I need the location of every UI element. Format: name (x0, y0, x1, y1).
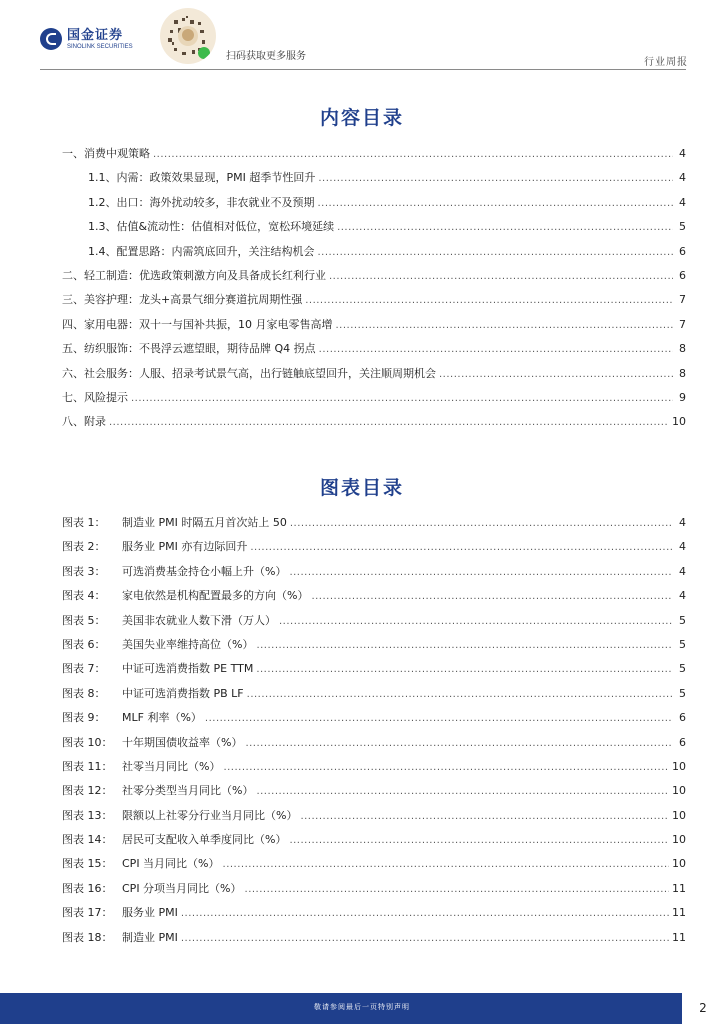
figure-entry[interactable] (62, 855, 686, 879)
document-type-label: 行业周报 (644, 57, 688, 68)
figure-entry[interactable] (62, 612, 686, 636)
figure-entry-page: 4 (679, 589, 686, 603)
toc-entry-page: 9 (679, 390, 686, 404)
toc-entry[interactable] (62, 267, 686, 291)
toc-entry-page: 6 (679, 244, 686, 258)
dot-leader (279, 616, 673, 627)
header-divider (40, 69, 686, 70)
figure-entry-label: 图表 15： (62, 857, 113, 871)
toc-entry-text: 三、美容护理：龙头+高景气细分赛道抗周期性强 (62, 293, 303, 307)
figures-list (62, 514, 686, 953)
figure-entry-page: 10 (672, 808, 686, 822)
toc-entry[interactable] (62, 316, 686, 340)
dot-leader (131, 393, 673, 404)
figure-entry-label: 图表 3： (62, 564, 106, 578)
figure-entry-text: 社零当月同比（%） (122, 759, 221, 773)
toc-entry[interactable] (62, 243, 686, 267)
toc-entry-page: 8 (679, 366, 686, 380)
page-header (0, 0, 724, 70)
figure-entry-label: 图表 6： (62, 637, 106, 651)
toc-entry-page: 5 (679, 220, 686, 234)
dot-leader (318, 247, 674, 258)
figure-entry[interactable] (62, 904, 686, 928)
toc-entry-page: 7 (679, 317, 686, 331)
figure-entry[interactable] (62, 758, 686, 782)
figure-entry-text: 家电依然是机构配置最多的方向（%） (122, 589, 309, 603)
figure-entry-text: CPI 分项当月同比（%） (122, 881, 242, 895)
dot-leader (256, 640, 673, 651)
figure-entry[interactable] (62, 685, 686, 709)
figure-entry[interactable] (62, 831, 686, 855)
figure-entry-text: 中证可选消费指数 PE TTM (122, 662, 254, 676)
figure-entry[interactable] (62, 636, 686, 660)
figure-entry-label: 图表 5： (62, 613, 106, 627)
toc-entry-text: 1.1、内需：政策效果显现，PMI 超季节性回升 (88, 171, 316, 185)
toc-entry-text: 1.2、出口：海外扰动较多，非农就业不及预期 (88, 195, 315, 209)
figure-entry-page: 11 (672, 906, 686, 920)
figure-entry-label: 图表 18： (62, 930, 113, 944)
figure-entry-text: 制造业 PMI (122, 930, 178, 944)
dot-leader (256, 664, 673, 675)
figure-entry[interactable] (62, 514, 686, 538)
dot-leader (250, 542, 673, 553)
qr-caption: 扫码获取更多服务 (226, 51, 306, 62)
figure-entry[interactable] (62, 782, 686, 806)
figure-entry-text: 服务业 PMI (122, 906, 178, 920)
figure-entry-label: 图表 2： (62, 540, 106, 554)
toc-title: 内容目录 (319, 107, 404, 129)
dot-leader (245, 884, 669, 895)
dot-leader (245, 738, 673, 749)
toc-list (62, 145, 686, 438)
toc-entry[interactable] (62, 340, 686, 364)
figure-entry-text: 居民可支配收入单季度同比（%） (122, 833, 287, 847)
toc-entry[interactable] (62, 218, 686, 242)
figure-entry[interactable] (62, 929, 686, 953)
figure-entry-text: 社零分类型当月同比（%） (122, 784, 254, 798)
dot-leader (256, 786, 669, 797)
toc-entry-page: 4 (679, 147, 686, 160)
figure-entry-page: 10 (672, 833, 686, 847)
toc-entry[interactable] (62, 389, 686, 413)
figure-entry[interactable] (62, 538, 686, 562)
toc-entry-page: 6 (679, 268, 686, 282)
toc-entry-text: 八、附录 (62, 415, 106, 429)
figure-entry-page: 5 (679, 686, 686, 700)
toc-entry-page: 10 (672, 415, 686, 429)
figure-entry-page: 4 (679, 564, 686, 578)
dot-leader (336, 320, 674, 331)
toc-entry-text: 1.4、配置思路：内需筑底回升，关注结构机会 (88, 244, 315, 258)
sinolink-logo-icon (40, 28, 62, 50)
figure-entry-label: 图表 1： (62, 516, 106, 529)
figure-entry-page: 4 (679, 540, 686, 554)
disclaimer-note: 敬请参阅最后一页特别声明 (314, 1003, 410, 1011)
figure-entry[interactable] (62, 734, 686, 758)
company-name-en: SINOLINK SECURITIES (67, 43, 133, 50)
toc-entry-page: 4 (679, 171, 686, 185)
page-footer (0, 993, 724, 1024)
figure-entry-label: 图表 14： (62, 833, 113, 847)
dot-leader (153, 149, 673, 160)
figure-entry[interactable] (62, 563, 686, 587)
figure-entry-text: 限额以上社零分行业当月同比（%） (122, 808, 298, 822)
dot-leader (205, 713, 673, 724)
figure-entry-label: 图表 16： (62, 881, 113, 895)
figure-entry-page: 10 (672, 759, 686, 773)
dot-leader (329, 271, 673, 282)
dot-leader (223, 762, 669, 773)
toc-entry-page: 7 (679, 293, 686, 307)
company-name-cn: 国金证券 (67, 27, 124, 43)
figure-entry-text: 美国非农就业人数下滑（万人） (122, 613, 276, 627)
figure-entry-page: 6 (679, 711, 686, 725)
figure-entry-text: 可选消费基金持仓小幅上升（%） (122, 564, 287, 578)
toc-entry-page: 8 (679, 342, 686, 356)
toc-entry-text: 四、家用电器：双十一与国补共振，10 月家电零售高增 (62, 317, 333, 331)
dot-leader (290, 518, 673, 529)
figure-entry-label: 图表 9： (62, 711, 106, 725)
toc-entry[interactable] (62, 194, 686, 218)
figure-entry-label: 图表 7： (62, 662, 106, 676)
dot-leader (181, 908, 669, 919)
figure-entry[interactable] (62, 880, 686, 904)
figure-entry-label: 图表 13： (62, 808, 113, 822)
dot-leader (439, 369, 673, 380)
dot-leader (181, 933, 669, 944)
dot-leader (337, 222, 673, 233)
figure-entry-page: 6 (679, 735, 686, 749)
figure-entry-page: 11 (672, 881, 686, 895)
dot-leader (289, 567, 673, 578)
toc-entry-text: 七、风险提示 (62, 390, 128, 404)
figure-entry-label: 图表 11： (62, 759, 113, 773)
qr-code-icon[interactable] (160, 8, 216, 64)
figure-entry-text: 制造业 PMI 时隔五月首次站上 50 (122, 516, 287, 529)
dot-leader (318, 198, 674, 209)
dot-leader (247, 689, 673, 700)
figure-entry-page: 5 (679, 637, 686, 651)
figure-entry-text: MLF 利率（%） (122, 711, 202, 725)
toc-entry-page: 4 (679, 195, 686, 209)
page-number: 2 (682, 993, 724, 1024)
dot-leader (305, 295, 673, 306)
figure-entry[interactable] (62, 807, 686, 831)
toc-entry[interactable] (62, 291, 686, 315)
toc-entry[interactable] (62, 169, 686, 193)
toc-entry-text: 一、消费中观策略 (62, 147, 150, 160)
dot-leader (318, 173, 673, 184)
dot-leader (223, 859, 669, 870)
dot-leader (300, 811, 669, 822)
figure-entry-label: 图表 17： (62, 906, 113, 920)
figure-entry-page: 5 (679, 613, 686, 627)
dot-leader (311, 591, 673, 602)
figure-entry-text: 中证可选消费指数 PB LF (122, 686, 244, 700)
toc-entry-text: 二、轻工制造：优选政策刺激方向及具备成长红利行业 (62, 268, 326, 282)
figure-entry-page: 4 (679, 516, 686, 529)
figure-entry[interactable] (62, 709, 686, 733)
toc-entry-text: 1.3、估值&流动性：估值相对低位，宽松环境延续 (88, 220, 335, 234)
figure-entry-label: 图表 8： (62, 686, 106, 700)
toc-entry-text: 五、纺织服饰：不畏浮云遮望眼，期待品牌 Q4 拐点 (62, 342, 316, 356)
figure-entry[interactable] (62, 587, 686, 611)
figure-entry-text: 美国失业率维持高位（%） (122, 637, 254, 651)
figure-entry-page: 10 (672, 784, 686, 798)
figure-entry-page: 10 (672, 857, 686, 871)
toc-entry[interactable] (62, 145, 686, 169)
figure-entry-text: CPI 当月同比（%） (122, 857, 220, 871)
figure-entry-page: 11 (672, 930, 686, 944)
dot-leader (289, 835, 669, 846)
dot-leader (319, 344, 673, 355)
dot-leader (109, 417, 669, 428)
figure-entry-label: 图表 12： (62, 784, 113, 798)
company-logo (40, 28, 133, 50)
figure-entry-text: 服务业 PMI 亦有边际回升 (122, 540, 248, 554)
toc-entry[interactable] (62, 413, 686, 437)
figure-entry[interactable] (62, 660, 686, 684)
figures-title: 图表目录 (319, 477, 404, 499)
figure-entry-text: 十年期国债收益率（%） (122, 735, 243, 749)
figure-entry-label: 图表 4： (62, 589, 106, 603)
figure-entry-page: 5 (679, 662, 686, 676)
toc-entry[interactable] (62, 365, 686, 389)
figure-entry-label: 图表 10： (62, 735, 113, 749)
toc-entry-text: 六、社会服务：人服、招录考试景气高，出行链触底望回升，关注顺周期机会 (62, 366, 436, 380)
